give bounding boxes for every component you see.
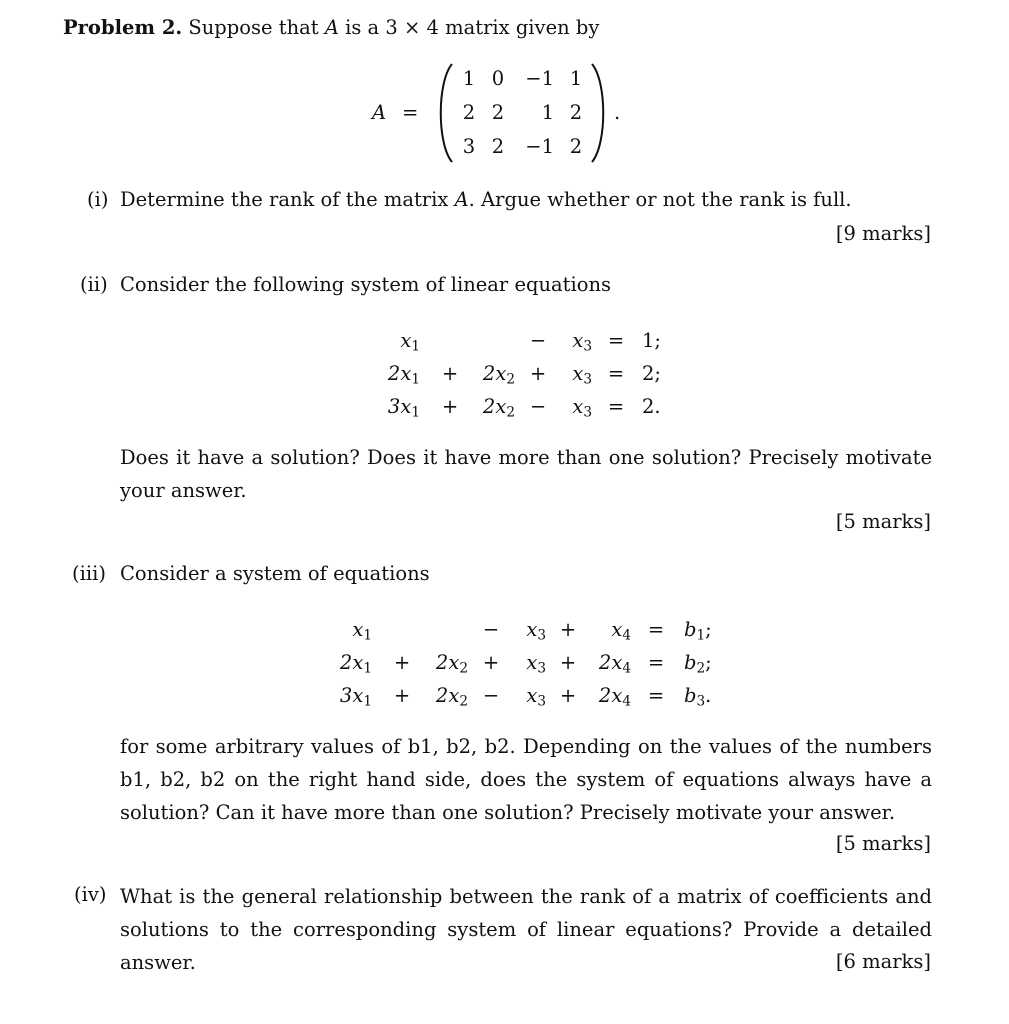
eq-operator: + <box>393 684 411 707</box>
matrix-cell: 3 <box>462 135 476 158</box>
matrix-cell: 2 <box>569 135 583 158</box>
eq-term: $2x_1$ <box>387 362 420 388</box>
problem-title: Problem 2. <box>63 16 183 39</box>
matrix-cell: 2 <box>491 135 505 158</box>
matrix-cell: 0 <box>491 67 505 90</box>
eq-term: $2x_4$ <box>598 684 631 710</box>
eq-term: $2x_2$ <box>482 395 515 421</box>
eq-rhs: $b_3$. <box>684 684 712 710</box>
matrix-left-paren <box>433 62 455 164</box>
eq-term: $x_3$ <box>526 651 546 677</box>
part-i-text <box>120 188 852 211</box>
part-i-marks: [9 marks] <box>835 222 931 245</box>
part-iv-marks: [6 marks] <box>835 950 931 973</box>
eq-term: $2x_4$ <box>598 651 631 677</box>
part-iii-label: (iii) <box>72 562 106 585</box>
problem-intro-pre: Suppose that <box>188 16 319 39</box>
eq-operator: − <box>529 329 547 352</box>
eq-operator: + <box>441 395 459 418</box>
eq-operator: + <box>559 618 577 641</box>
eq-operator: + <box>393 651 411 674</box>
eq-operator: − <box>529 395 547 418</box>
eq-rhs: $b_2$; <box>684 651 712 677</box>
eq-term: $x_3$ <box>526 618 546 644</box>
eq-operator: − <box>482 684 500 707</box>
part-ii-question: Does it have a solution? Does it have more than one solution? Precisely motivate your answer. <box>120 446 932 502</box>
part-iii-intro: Consider a system of equations <box>120 562 430 585</box>
eq-term: $x_1$ <box>400 329 420 355</box>
matrix-lhs: A <box>372 101 387 124</box>
eq-term: $x_3$ <box>572 329 592 355</box>
matrix-cell: 1 <box>569 67 583 90</box>
part-iv-label: (iv) <box>74 883 107 906</box>
eq-term: $x_3$ <box>526 684 546 710</box>
eq-rhs: $b_1$; <box>684 618 712 644</box>
eq-equals: = <box>647 651 665 674</box>
eq-term: $2x_2$ <box>482 362 515 388</box>
eq-operator: + <box>559 684 577 707</box>
eq-equals: = <box>607 329 625 352</box>
eq-equals: = <box>647 618 665 641</box>
eq-equals: = <box>607 362 625 385</box>
eq-operator: + <box>441 362 459 385</box>
eq-equals: = <box>647 684 665 707</box>
eq-term: $2x_1$ <box>339 651 372 677</box>
matrix-trailing: . <box>614 101 621 124</box>
matrix-cell: −1 <box>525 135 554 158</box>
eq-term: $2x_2$ <box>435 684 468 710</box>
matrix-cell: 1 <box>462 67 476 90</box>
eq-operator: − <box>482 618 500 641</box>
part-i-text-post: . Argue whether or not the rank is full. <box>468 188 852 211</box>
eq-term: $3x_1$ <box>339 684 372 710</box>
part-iii-question: for some arbitrary values of b1, b2, b2. Depending on the values of the numbers b1, b2, b2 on the right hand side, does the system of equations always have a solution? Can it have more than one solution? Precisely motivate your answer. <box>120 735 932 824</box>
eq-equals: = <box>607 395 625 418</box>
part-i-var: A <box>454 188 469 211</box>
eq-term: $2x_2$ <box>435 651 468 677</box>
eq-rhs: 1; <box>642 329 661 352</box>
matrix-cell: −1 <box>525 67 554 90</box>
eq-term: $x_4$ <box>611 618 631 644</box>
eq-term: $3x_1$ <box>387 395 420 421</box>
matrix-equals: = <box>402 101 419 124</box>
eq-term: $x_1$ <box>352 618 372 644</box>
problem-heading-line <box>63 16 599 39</box>
matrix-cell: 2 <box>491 101 505 124</box>
part-ii-marks: [5 marks] <box>835 510 931 533</box>
part-ii-intro: Consider the following system of linear equations <box>120 273 612 296</box>
eq-operator: + <box>482 651 500 674</box>
eq-operator: + <box>559 651 577 674</box>
matrix-right-paren <box>589 62 611 164</box>
part-iv-question: What is the general relationship between the rank of a matrix of coefficients and solutions to the corresponding system of linear equations? Provide a detailed answer. <box>120 885 932 974</box>
part-ii-label: (ii) <box>80 273 108 296</box>
eq-operator: + <box>529 362 547 385</box>
matrix-cell: 2 <box>569 101 583 124</box>
problem-intro-mid: is a 3 × 4 matrix given by <box>345 16 600 39</box>
eq-rhs: 2. <box>642 395 661 418</box>
matrix-cell: 2 <box>462 101 476 124</box>
part-i-text-pre: Determine the rank of the matrix <box>120 188 449 211</box>
part-i-label: (i) <box>87 188 109 211</box>
matrix-cell: 1 <box>541 101 554 124</box>
eq-term: $x_3$ <box>572 395 592 421</box>
eq-rhs: 2; <box>642 362 661 385</box>
part-iii-marks: [5 marks] <box>835 832 931 855</box>
eq-term: $x_3$ <box>572 362 592 388</box>
problem-intro-var: A <box>324 16 339 39</box>
